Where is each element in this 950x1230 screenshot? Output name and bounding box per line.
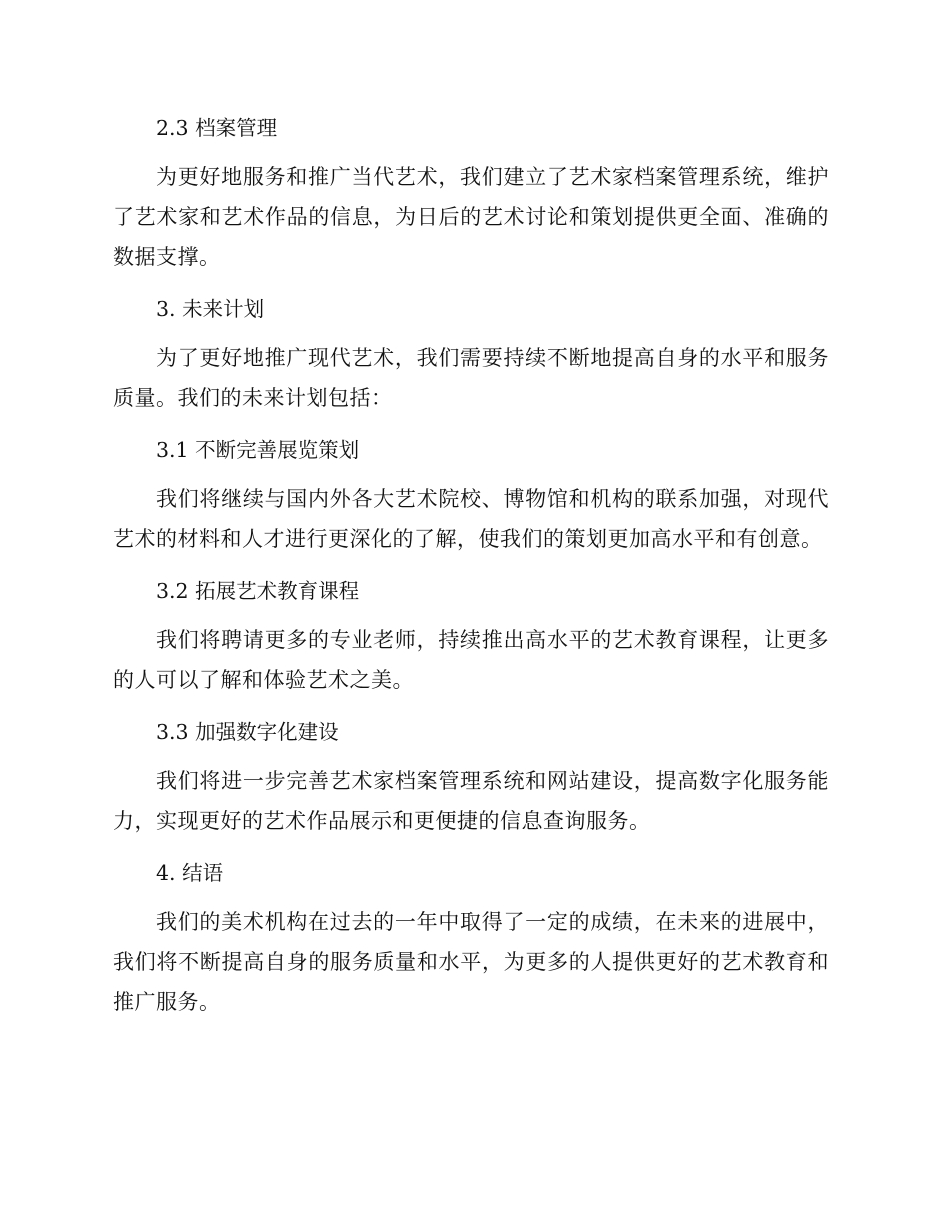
section-paragraph-3-1: 我们将继续与国内外各大艺术院校、博物馆和机构的联系加强，对现代艺术的材料和人才进行更深化的了解，使我们的策划更加高水平和有创意。 bbox=[113, 487, 829, 551]
section-paragraph-4: 我们的美术机构在过去的一年中取得了一定的成绩，在未来的进展中，我们将不断提高自身的服务质量和水平，为更多的人提供更好的艺术教育和推广服务。 bbox=[113, 910, 829, 1014]
section-paragraph-3: 为了更好地推广现代艺术，我们需要持续不断地提高自身的水平和服务质量。我们的未来计划包括： bbox=[113, 346, 829, 410]
section-paragraph-2-3: 为更好地服务和推广当代艺术，我们建立了艺术家档案管理系统，维护了艺术家和艺术作品的信息，为日后的艺术讨论和策划提供更全面、准确的数据支撑。 bbox=[113, 165, 829, 269]
section-heading-3: 3. 未来计划 bbox=[156, 297, 265, 321]
section-heading-3-3: 3.3 加强数字化建设 bbox=[156, 720, 339, 744]
section-heading-2-3: 2.3 档案管理 bbox=[156, 116, 278, 140]
section-heading-3-2: 3.2 拓展艺术教育课程 bbox=[156, 579, 360, 603]
section-paragraph-3-3: 我们将进一步完善艺术家档案管理系统和网站建设，提高数字化服务能力，实现更好的艺术作品展示和更便捷的信息查询服务。 bbox=[113, 769, 829, 833]
section-heading-3-1: 3.1 不断完善展览策划 bbox=[156, 438, 360, 462]
document-body bbox=[113, 104, 829, 1030]
section-paragraph-3-2: 我们将聘请更多的专业老师，持续推出高水平的艺术教育课程，让更多的人可以了解和体验艺术之美。 bbox=[113, 628, 829, 692]
section-heading-4: 4. 结语 bbox=[156, 861, 224, 885]
